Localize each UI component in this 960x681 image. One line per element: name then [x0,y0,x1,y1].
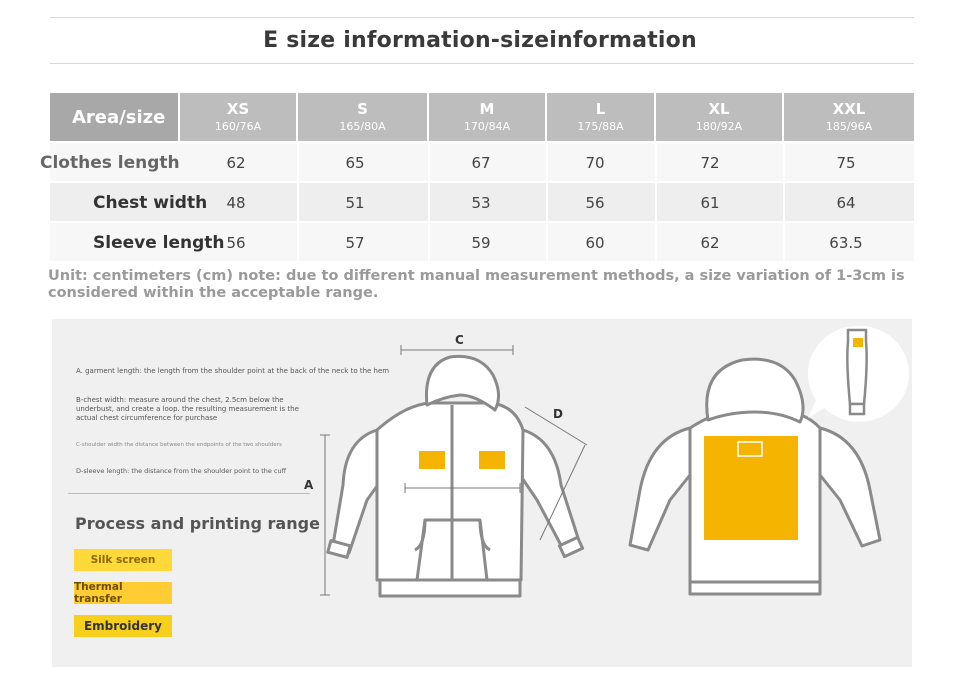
size-header-xs [180,93,296,141]
size-header-s [298,93,427,141]
size-header-m [429,93,545,141]
dimension-label-a: A [304,478,314,492]
measurement-note: Unit: centimeters (cm) note: due to different manual measurement methods, a size variation of 1-3cm is considered within the acceptable range. [48,268,905,301]
print-area-left-chest [419,451,445,469]
table-corner [50,93,178,141]
height-label: 175/88A [577,120,624,133]
print-area-back [704,436,798,540]
table-cell: 59 [471,234,491,252]
dimension-label-c: C [455,333,464,347]
table-cell: 57 [345,234,365,252]
method-embroidery: Embroidery [74,615,172,637]
table-cell: 62 [700,234,720,252]
table-cell: 48 [226,194,246,212]
table-cell: 51 [345,194,365,212]
page-title: E size information-sizeinformation [263,28,697,53]
column-divider [546,143,548,261]
table-cell: 72 [700,154,720,172]
size-label: M [479,100,495,118]
table-cell: 62 [226,154,246,172]
table-cell: 64 [836,194,856,212]
title-divider [50,63,914,64]
method-silk-screen: Silk screen [74,549,172,571]
sleeve-callout [800,322,910,432]
front-hoodie-illustration [315,335,605,605]
column-divider [783,143,785,261]
dimension-label-d: D [553,407,563,421]
size-label: XXL [832,100,866,118]
height-label: 165/80A [339,120,386,133]
print-area-right-chest [479,451,505,469]
size-header-xxl [784,93,914,141]
table-cell: 63.5 [829,234,863,252]
size-label: L [595,100,606,118]
description-b: B-chest width: measure around the chest, 2.5cm below the underbust, and create a loop. the resulting measurement is the actual chest circumference for purchase [76,396,299,422]
table-cell: 67 [471,154,491,172]
height-label: 160/76A [214,120,262,133]
table-cell: 61 [700,194,720,212]
table-cell: 70 [585,154,605,172]
print-area-sleeve [853,338,863,347]
height-label: 180/92A [695,120,743,133]
table-cell: 53 [471,194,491,212]
size-header-xl [656,93,782,141]
table-cell: 56 [226,234,246,252]
description-c: C-shoulder width the distance between the endpoints of the two shoulders [76,442,282,448]
column-divider [655,143,657,261]
section-divider [68,493,310,494]
size-label: XL [708,100,730,118]
table-cell: 60 [585,234,605,252]
process-title: Process and printing range [75,514,320,533]
row-label-chest-width: Chest width [93,193,208,213]
description-d: D-sleeve length: the distance from the shoulder point to the cuff [76,467,287,475]
row-label-clothes-length: Clothes length [40,153,180,173]
height-label: 185/96A [825,120,873,133]
table-cell: 65 [345,154,365,172]
method-thermal-transfer: Thermal transfer [74,582,172,604]
row-label-sleeve-length: Sleeve length [93,233,225,253]
table-cell: 75 [836,154,856,172]
table-cell: 56 [585,194,605,212]
height-label: 170/84A [463,120,511,133]
top-divider [50,17,914,18]
size-header-l [547,93,654,141]
description-a: A. garment length: the length from the shoulder point at the back of the neck to the hem [76,367,390,375]
size-label: S [357,100,368,118]
size-label: XS [226,100,250,118]
column-divider [428,143,430,261]
corner-label: Area/size [72,107,166,128]
column-divider [297,143,299,261]
